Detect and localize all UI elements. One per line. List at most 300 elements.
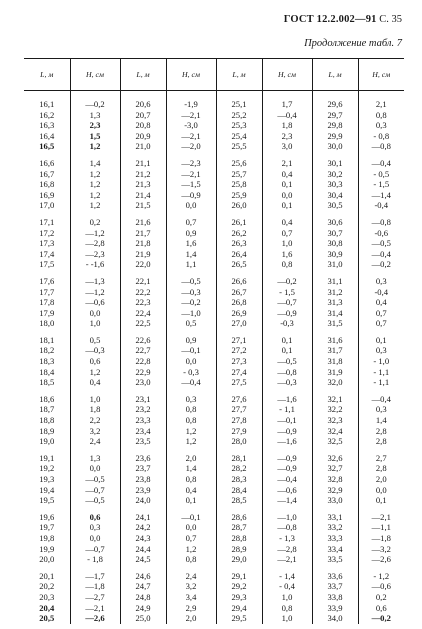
length-cell: 16,2 bbox=[39, 109, 55, 120]
length-cell: 30,9 bbox=[312, 249, 358, 260]
page-number: С. 35 bbox=[379, 14, 402, 25]
height-cell: —0,4 bbox=[358, 249, 404, 260]
table-row bbox=[24, 463, 404, 474]
height-cell: 2,9 bbox=[166, 603, 216, 614]
height-cell: —2,1 bbox=[166, 131, 216, 142]
length-cell: 25,5 bbox=[216, 141, 262, 152]
length-cell: 24,0 bbox=[120, 495, 166, 506]
length-cell: 19,7 bbox=[39, 522, 55, 533]
height-cell: —0,3 bbox=[166, 287, 216, 298]
table-row bbox=[24, 377, 404, 388]
height-cell: —2,6 bbox=[70, 613, 120, 624]
column-header: L, м bbox=[120, 59, 166, 91]
length-cell: 28,1 bbox=[216, 453, 262, 464]
height-cell: 0,5 bbox=[70, 335, 120, 346]
height-cell: - -1,6 bbox=[70, 259, 120, 270]
length-cell: 18,3 bbox=[39, 356, 55, 367]
height-cell: —0,4 bbox=[262, 110, 312, 121]
length-cell: 19,2 bbox=[39, 463, 55, 474]
length-cell: 28,9 bbox=[216, 544, 262, 555]
height-cell: -3,0 bbox=[166, 120, 216, 131]
height-cell: 3,4 bbox=[166, 592, 216, 603]
table-row bbox=[24, 276, 404, 287]
length-cell: 16,9 bbox=[39, 189, 55, 200]
length-cell: 27,5 bbox=[216, 377, 262, 388]
length-cell: 20,0 bbox=[39, 554, 55, 565]
height-cell: —0,7 bbox=[70, 485, 120, 496]
height-cell: —2,1 bbox=[166, 110, 216, 121]
length-cell: 32,2 bbox=[312, 404, 358, 415]
length-cell: 32,1 bbox=[312, 394, 358, 405]
height-cell: 0,2 bbox=[358, 592, 404, 603]
length-cell: 18,7 bbox=[39, 404, 55, 415]
height-cell: 0,0 bbox=[70, 533, 120, 544]
height-cell: 1,1 bbox=[166, 259, 216, 270]
length-cell: 27,6 bbox=[216, 394, 262, 405]
height-cell: 0,1 bbox=[262, 345, 312, 356]
height-cell: —0,9 bbox=[262, 308, 312, 319]
length-cell: 31,5 bbox=[312, 318, 358, 329]
height-cell: —0,5 bbox=[70, 495, 120, 506]
height-cell: —1,4 bbox=[262, 495, 312, 506]
length-cell: 19,9 bbox=[39, 543, 55, 554]
length-cell: 16,3 bbox=[39, 120, 55, 131]
data-table bbox=[24, 58, 404, 624]
height-cell: —1,6 bbox=[262, 436, 312, 447]
height-cell: - 1,2 bbox=[358, 571, 404, 582]
length-cell: 25,7 bbox=[216, 169, 262, 180]
standard-number: ГОСТ 12.2.002—91 bbox=[283, 14, 377, 25]
table-row bbox=[24, 158, 404, 169]
length-cell: 31,7 bbox=[312, 345, 358, 356]
length-cell: 30,0 bbox=[312, 141, 358, 152]
length-cell: 22,2 bbox=[120, 287, 166, 298]
height-cell: 1,7 bbox=[262, 99, 312, 110]
length-cell: 31,3 bbox=[312, 297, 358, 308]
height-cell: —2,3 bbox=[70, 249, 120, 260]
height-cell: 2,1 bbox=[358, 99, 404, 110]
length-cell: 25,1 bbox=[216, 99, 262, 110]
height-cell: —1,8 bbox=[70, 581, 120, 592]
length-cell: 24,1 bbox=[120, 512, 166, 523]
length-cell: 25,4 bbox=[216, 131, 262, 142]
height-cell: 2,8 bbox=[358, 436, 404, 447]
height-cell: 0,1 bbox=[358, 335, 404, 346]
height-cell: 0,1 bbox=[262, 335, 312, 346]
height-cell: —0,2 bbox=[358, 613, 404, 624]
length-cell: 20,2 bbox=[39, 581, 55, 592]
height-cell: 0,7 bbox=[166, 217, 216, 228]
height-cell: - 0,8 bbox=[358, 131, 404, 142]
length-cell: 26,1 bbox=[216, 217, 262, 228]
length-cell: 19,5 bbox=[39, 495, 55, 506]
length-cell: 19,4 bbox=[39, 484, 55, 495]
length-cell: 22,9 bbox=[120, 367, 166, 378]
height-cell: 2,0 bbox=[166, 453, 216, 464]
length-cell: 27,9 bbox=[216, 426, 262, 437]
height-cell: —0,8 bbox=[262, 522, 312, 533]
height-cell: -0,3 bbox=[262, 318, 312, 329]
length-cell: 19,6 bbox=[39, 511, 55, 522]
length-cell: 20,8 bbox=[120, 120, 166, 131]
length-cell: 22,1 bbox=[120, 276, 166, 287]
length-cell: 24,9 bbox=[120, 603, 166, 614]
height-cell: —0,6 bbox=[70, 297, 120, 308]
length-cell: 33,8 bbox=[312, 592, 358, 603]
length-cell: 27,4 bbox=[216, 367, 262, 378]
table-row bbox=[24, 141, 404, 152]
height-cell: -0,4 bbox=[358, 200, 404, 211]
length-cell: 16,5 bbox=[39, 141, 55, 152]
height-cell: —0,4 bbox=[358, 158, 404, 169]
length-cell: 23,2 bbox=[120, 404, 166, 415]
length-cell: 29,5 bbox=[216, 613, 262, 624]
length-cell: 32,9 bbox=[312, 485, 358, 496]
height-cell: —0,1 bbox=[166, 512, 216, 523]
length-cell: 24,2 bbox=[120, 522, 166, 533]
length-cell: 32,0 bbox=[312, 377, 358, 388]
length-cell: 19,8 bbox=[39, 532, 55, 543]
column-header: L, м bbox=[312, 59, 358, 91]
height-cell: 0,3 bbox=[166, 394, 216, 405]
column-header: L, м bbox=[216, 59, 262, 91]
height-cell: —2,3 bbox=[166, 158, 216, 169]
height-cell: - 1,0 bbox=[358, 356, 404, 367]
height-cell: 1,2 bbox=[70, 200, 120, 211]
length-cell: 32,3 bbox=[312, 415, 358, 426]
length-cell: 21,9 bbox=[120, 249, 166, 260]
length-cell: 29,0 bbox=[216, 554, 262, 565]
length-cell: 27,3 bbox=[216, 356, 262, 367]
length-cell: 29,1 bbox=[216, 571, 262, 582]
length-cell: 21,0 bbox=[120, 141, 166, 152]
table-row bbox=[24, 436, 404, 447]
height-cell: 0,0 bbox=[358, 485, 404, 496]
length-cell: 27,7 bbox=[216, 404, 262, 415]
length-cell: 24,4 bbox=[120, 544, 166, 555]
length-cell: 21,1 bbox=[120, 158, 166, 169]
length-cell: 34,0 bbox=[312, 613, 358, 624]
height-cell: —1,2 bbox=[70, 228, 120, 239]
height-cell: 1,2 bbox=[70, 190, 120, 201]
length-cell: 17,2 bbox=[39, 227, 55, 238]
table-row bbox=[24, 533, 404, 544]
height-cell: 1,2 bbox=[70, 179, 120, 190]
height-cell: 1,8 bbox=[262, 120, 312, 131]
length-cell: 23,3 bbox=[120, 415, 166, 426]
height-cell: 0,2 bbox=[70, 217, 120, 228]
height-cell: 2,7 bbox=[358, 453, 404, 464]
table-row bbox=[24, 308, 404, 319]
height-cell: 2,8 bbox=[358, 463, 404, 474]
height-cell: 1,4 bbox=[70, 158, 120, 169]
length-cell: 29,7 bbox=[312, 110, 358, 121]
length-cell: 17,7 bbox=[39, 286, 55, 297]
table-row bbox=[24, 190, 404, 201]
length-cell: 21,3 bbox=[120, 179, 166, 190]
height-cell: —0,6 bbox=[358, 581, 404, 592]
height-cell: - 1,8 bbox=[70, 554, 120, 565]
length-cell: 33,3 bbox=[312, 533, 358, 544]
table-row bbox=[24, 228, 404, 239]
height-cell: —0,2 bbox=[166, 297, 216, 308]
height-cell: —3,2 bbox=[358, 544, 404, 555]
height-cell: —0,4 bbox=[358, 394, 404, 405]
table-row bbox=[24, 544, 404, 555]
length-cell: 18,1 bbox=[39, 334, 55, 345]
page-header bbox=[284, 14, 402, 25]
height-cell: —1,0 bbox=[166, 308, 216, 319]
length-cell: 18,6 bbox=[39, 393, 55, 404]
table-row bbox=[24, 259, 404, 270]
length-cell: 18,4 bbox=[39, 366, 55, 377]
height-cell: 1,2 bbox=[166, 544, 216, 555]
length-cell: 20,5 bbox=[39, 613, 55, 624]
length-cell: 33,7 bbox=[312, 581, 358, 592]
height-cell: —2,6 bbox=[358, 554, 404, 565]
height-cell: 1,6 bbox=[262, 249, 312, 260]
length-cell: 16,4 bbox=[39, 130, 55, 141]
length-cell: 32,7 bbox=[312, 463, 358, 474]
height-cell: 1,4 bbox=[166, 249, 216, 260]
table-row bbox=[24, 110, 404, 121]
table-row bbox=[24, 404, 404, 415]
height-cell: —1,7 bbox=[70, 571, 120, 582]
height-cell: - 0,5 bbox=[358, 169, 404, 180]
height-cell: —0,9 bbox=[262, 463, 312, 474]
height-cell: 1,6 bbox=[166, 238, 216, 249]
height-cell: -0,4 bbox=[358, 287, 404, 298]
length-cell: 29,3 bbox=[216, 592, 262, 603]
length-cell: 21,7 bbox=[120, 228, 166, 239]
length-cell: 28,6 bbox=[216, 512, 262, 523]
height-cell: 2,8 bbox=[358, 426, 404, 437]
height-cell: 0,7 bbox=[358, 308, 404, 319]
length-cell: 19,3 bbox=[39, 474, 55, 484]
length-cell: 28,8 bbox=[216, 533, 262, 544]
height-cell: 3,2 bbox=[166, 581, 216, 592]
height-cell: —0,4 bbox=[262, 474, 312, 485]
height-cell: 0,8 bbox=[166, 415, 216, 426]
length-cell: 30,2 bbox=[312, 169, 358, 180]
height-cell: 0,0 bbox=[70, 463, 120, 474]
length-cell: 28,4 bbox=[216, 485, 262, 496]
height-cell: 2,0 bbox=[358, 474, 404, 485]
table-header-row bbox=[24, 59, 404, 91]
height-cell: - 0,3 bbox=[166, 367, 216, 378]
height-cell: 0,4 bbox=[166, 485, 216, 496]
height-cell: 2,0 bbox=[166, 613, 216, 624]
length-cell: 26,6 bbox=[216, 276, 262, 287]
table-row bbox=[24, 581, 404, 592]
height-cell: 0,7 bbox=[358, 318, 404, 329]
length-cell: 24,5 bbox=[120, 554, 166, 565]
height-cell: —1,4 bbox=[358, 190, 404, 201]
length-cell: 28,5 bbox=[216, 495, 262, 506]
table-row bbox=[24, 453, 404, 464]
height-cell: —0,5 bbox=[358, 238, 404, 249]
height-cell: 0,3 bbox=[358, 276, 404, 287]
length-cell: 31,4 bbox=[312, 308, 358, 319]
height-cell: —0,1 bbox=[262, 415, 312, 426]
length-cell: 31,6 bbox=[312, 335, 358, 346]
length-cell: 21,4 bbox=[120, 190, 166, 201]
table-row bbox=[24, 297, 404, 308]
height-cell: 0,4 bbox=[262, 217, 312, 228]
height-cell: 1,5 bbox=[70, 131, 120, 142]
height-cell: 0,0 bbox=[166, 522, 216, 533]
column-header: H, см bbox=[358, 59, 404, 91]
table-row bbox=[24, 426, 404, 437]
length-cell: 20,6 bbox=[120, 99, 166, 110]
height-cell: 0,8 bbox=[358, 110, 404, 121]
length-cell: 21,2 bbox=[120, 169, 166, 180]
height-cell: 0,9 bbox=[166, 335, 216, 346]
height-cell: 0,0 bbox=[70, 308, 120, 319]
height-cell: —0,3 bbox=[262, 377, 312, 388]
length-cell: 23,4 bbox=[120, 426, 166, 437]
height-cell: - 1,1 bbox=[358, 367, 404, 378]
height-cell: - 1,4 bbox=[262, 571, 312, 582]
table-row bbox=[24, 287, 404, 298]
height-cell: —0,2 bbox=[358, 259, 404, 270]
column-header: H, см bbox=[70, 59, 120, 91]
height-cell: —0,8 bbox=[262, 367, 312, 378]
group-spacer bbox=[24, 91, 404, 100]
length-cell: 18,2 bbox=[39, 345, 55, 356]
height-cell: 0,7 bbox=[166, 533, 216, 544]
length-cell: 24,3 bbox=[120, 533, 166, 544]
length-cell: 28,0 bbox=[216, 436, 262, 447]
length-cell: 23,6 bbox=[120, 453, 166, 464]
height-cell: 0,4 bbox=[358, 297, 404, 308]
length-cell: 23,7 bbox=[120, 463, 166, 474]
height-cell: 0,9 bbox=[166, 228, 216, 239]
length-cell: 16,8 bbox=[39, 179, 55, 190]
height-cell: 1,4 bbox=[358, 415, 404, 426]
length-cell: 23,1 bbox=[120, 394, 166, 405]
height-cell: —2,0 bbox=[166, 141, 216, 152]
table-row bbox=[24, 335, 404, 346]
height-cell: 1,2 bbox=[70, 169, 120, 180]
height-cell: 2,4 bbox=[70, 436, 120, 447]
length-cell: 33,1 bbox=[312, 512, 358, 523]
length-cell: 16,1 bbox=[39, 99, 55, 109]
length-cell: 25,0 bbox=[120, 613, 166, 624]
length-cell: 32,6 bbox=[312, 453, 358, 464]
length-cell: 30,8 bbox=[312, 238, 358, 249]
length-cell: 20,7 bbox=[120, 110, 166, 121]
length-cell: 26,9 bbox=[216, 308, 262, 319]
height-cell: —0,9 bbox=[166, 190, 216, 201]
height-cell: -1,9 bbox=[166, 99, 216, 110]
height-cell: - 1,1 bbox=[262, 404, 312, 415]
height-cell: 1,4 bbox=[166, 463, 216, 474]
length-cell: 22,0 bbox=[120, 259, 166, 270]
length-cell: 25,6 bbox=[216, 158, 262, 169]
length-cell: 27,8 bbox=[216, 415, 262, 426]
table-row bbox=[24, 474, 404, 485]
table-row bbox=[24, 512, 404, 523]
length-cell: 21,8 bbox=[120, 238, 166, 249]
height-cell: —0,2 bbox=[262, 276, 312, 287]
length-cell: 32,8 bbox=[312, 474, 358, 485]
length-cell: 26,8 bbox=[216, 297, 262, 308]
length-cell: 28,3 bbox=[216, 474, 262, 485]
length-cell: 17,1 bbox=[39, 216, 55, 227]
height-cell: 0,0 bbox=[262, 190, 312, 201]
height-cell: 1,2 bbox=[70, 141, 120, 152]
length-cell: 33,9 bbox=[312, 603, 358, 614]
height-cell: —0,2 bbox=[70, 99, 120, 110]
height-cell: 0,8 bbox=[166, 404, 216, 415]
length-cell: 30,1 bbox=[312, 158, 358, 169]
table-row bbox=[24, 485, 404, 496]
length-cell: 22,5 bbox=[120, 318, 166, 329]
table-row bbox=[24, 200, 404, 211]
height-cell: 0,8 bbox=[166, 554, 216, 565]
length-cell: 25,9 bbox=[216, 190, 262, 201]
height-cell: - 1,5 bbox=[358, 179, 404, 190]
table-continuation-caption: Продолжение табл. 7 bbox=[304, 38, 402, 49]
length-cell: 16,7 bbox=[39, 168, 55, 179]
length-cell: 27,2 bbox=[216, 345, 262, 356]
height-cell: 3,0 bbox=[262, 141, 312, 152]
length-cell: 29,9 bbox=[312, 131, 358, 142]
height-cell: 3,2 bbox=[70, 426, 120, 437]
length-cell: 17,9 bbox=[39, 307, 55, 318]
height-cell: —1,0 bbox=[262, 512, 312, 523]
height-cell: 1,2 bbox=[70, 367, 120, 378]
height-cell: —0,6 bbox=[262, 485, 312, 496]
length-cell: 20,9 bbox=[120, 131, 166, 142]
length-cell: 21,5 bbox=[120, 200, 166, 211]
length-cell: 29,6 bbox=[312, 99, 358, 110]
table-row bbox=[24, 613, 404, 624]
height-cell: 0,6 bbox=[70, 356, 120, 367]
table-row bbox=[24, 249, 404, 260]
height-cell: 0,4 bbox=[70, 377, 120, 388]
length-cell: 30,6 bbox=[312, 217, 358, 228]
length-cell: 29,4 bbox=[216, 603, 262, 614]
length-cell: 20,1 bbox=[39, 570, 55, 581]
height-cell: 0,8 bbox=[166, 474, 216, 485]
length-cell: 23,5 bbox=[120, 436, 166, 447]
length-cell: 26,4 bbox=[216, 249, 262, 260]
height-cell: 0,0 bbox=[166, 356, 216, 367]
height-cell: —1,1 bbox=[358, 522, 404, 533]
height-cell: 1,0 bbox=[262, 238, 312, 249]
length-cell: 20,3 bbox=[39, 591, 55, 602]
table-row bbox=[24, 217, 404, 228]
table-row bbox=[24, 495, 404, 506]
height-cell: —0,8 bbox=[358, 217, 404, 228]
height-cell: 0,3 bbox=[358, 345, 404, 356]
length-cell: 21,6 bbox=[120, 217, 166, 228]
length-cell: 22,7 bbox=[120, 345, 166, 356]
height-cell: —2,1 bbox=[358, 512, 404, 523]
table-row bbox=[24, 356, 404, 367]
height-cell: 1,0 bbox=[262, 592, 312, 603]
length-cell: 17,8 bbox=[39, 297, 55, 308]
length-cell: 18,0 bbox=[39, 318, 55, 329]
length-cell: 19,0 bbox=[39, 436, 55, 447]
length-cell: 27,1 bbox=[216, 335, 262, 346]
height-cell: 0,1 bbox=[166, 495, 216, 506]
height-cell: 2,3 bbox=[70, 120, 120, 131]
length-cell: 20,4 bbox=[39, 602, 55, 613]
length-cell: 25,2 bbox=[216, 110, 262, 121]
